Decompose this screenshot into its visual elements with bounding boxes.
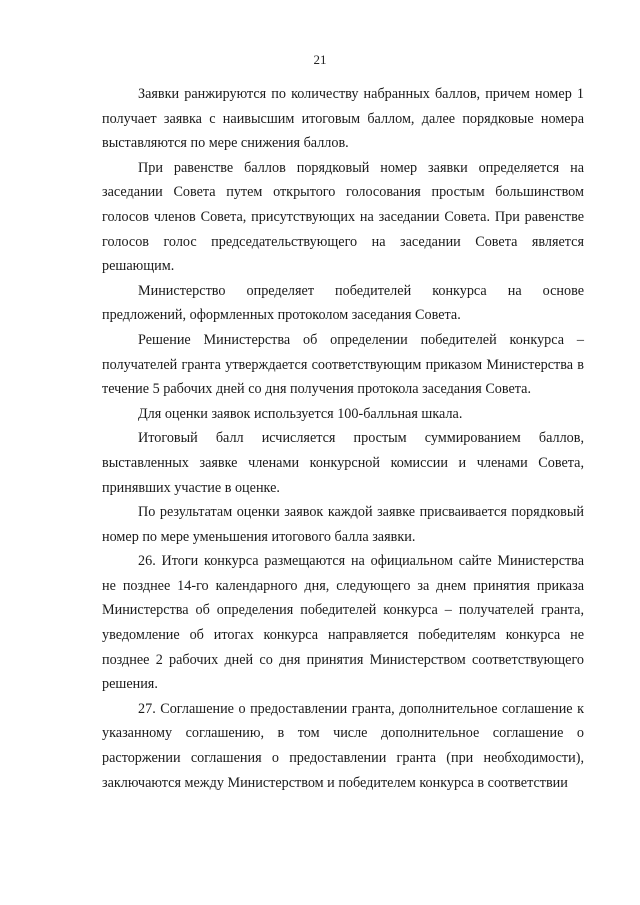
paragraph-scoring-scale: Для оценки заявок используется 100-балльная шкала. [138, 405, 463, 422]
paragraph-winners-determination: Министерство определяет победителей конкурса на основе предложений, оформленных протоколом заседания Совета. [102, 282, 584, 324]
page-number: 21 [313, 52, 327, 67]
paragraph-equal-scores: При равенстве баллов порядковый номер заявки определяется на заседании Совета путем открытого голосования простым большинством голосов членов Совета, присутствующих на заседании Совета. При равенстве голосов голос председательствующего на заседании Совета является решающим. [102, 159, 584, 275]
paragraph-26-results: 26. Итоги конкурса размещаются на официальном сайте Министерства не позднее 14-го календарного дня, следующего за днем принятия приказа Министерства об определения победителей конкурса – получателей гранта, уведомление об итогах конкурса направляется победителям конкурса не позднее 2 рабочих дней со дня принятия Министерством соответствующего решения. [102, 553, 584, 693]
paragraph-ordinal-number: По результатам оценки заявок каждой заявке присваивается порядковый номер по мере уменьшения итогового балла заявки. [102, 504, 584, 545]
paragraph-ranking: Заявки ранжируются по количеству набранных баллов, причем номер 1 получает заявка с наивысшим итоговым баллом, далее порядковые номера выставляются по мере снижения баллов. [102, 86, 584, 152]
paragraph-final-score: Итоговый балл исчисляется простым суммированием баллов, выставленных заявке членами конкурсной комиссии и членами Совета, принявших участие в оценке. [102, 430, 584, 496]
document-body [102, 82, 584, 795]
paragraph-27-agreement: 27. Соглашение о предоставлении гранта, дополнительное соглашение к указанному соглашению, в том числе дополнительное соглашение о расторжении соглашения о предоставлении гранта (при необходимости), заключаются между Министерством и победителем конкурса в соответствии [102, 700, 584, 791]
paragraph-ministry-decision: Решение Министерства об определении победителей конкурса – получателей гранта утверждается соответствующим приказом Министерства в течение 5 рабочих дней со дня получения протокола заседания Совета. [102, 331, 584, 398]
